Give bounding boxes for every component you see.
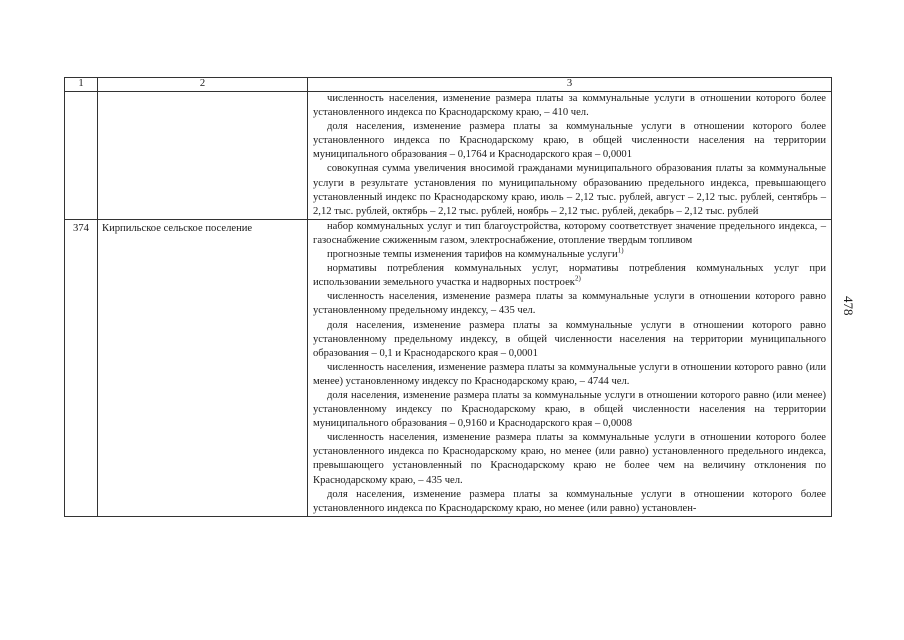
header-col-2: 2 <box>98 78 308 92</box>
paragraph: доля населения, изменение размера платы за коммунальные услуги в отношении которого равно установленному предельному индексу, в общей численности населения на территории муниципального образования – 0,1 и Краснодарского края – 0,0001 <box>313 319 826 359</box>
row-content <box>308 92 832 220</box>
paragraph-text: прогнозные темпы изменения тарифов на коммунальные услуги <box>327 249 618 261</box>
row-content <box>308 219 832 516</box>
header-col-1: 1 <box>65 78 98 92</box>
paragraph: численность населения, изменение размера платы за коммунальные услуги в отношении которого более установленного индекса по Краснодарскому краю, – 410 чел. <box>313 93 826 119</box>
table-row-continuation <box>65 92 832 220</box>
paragraph: доля населения, изменение размера платы за коммунальные услуги в отношении которого равно (или менее) установленному индексу по Краснодарскому краю, в общей численности населения на территории муниципального образования – 0,9160 и Краснодарского края – 0,0008 <box>313 389 826 430</box>
table-header-row <box>65 78 832 92</box>
paragraph: совокупная сумма увеличения вносимой гражданами муниципального образования платы за коммунальные услуги в результате установления по муниципальному образованию предельного индекса, превышающего установленный индекс по Краснодарскому краю, июль – 2,12 тыс. рублей, август – 2,12 тыс. рублей, сентябрь – 2,12 тыс. рублей, октябрь – 2,12 тыс. рублей, ноябрь – 2,12 тыс. рублей, декабрь – 2,12 тыс. рублей <box>313 163 826 217</box>
table-row-374 <box>65 219 832 516</box>
settlement-name: Кирпильское сельское поселение <box>98 219 308 516</box>
document-table <box>64 77 832 517</box>
paragraph: доля населения, изменение размера платы за коммунальные услуги в отношении которого более установленного индекса по Краснодарскому краю, в общей численности населения на территории муниципального образования – 0,1764 и Краснодарского края – 0,0001 <box>313 121 826 161</box>
paragraph: численность населения, изменение размера платы за коммунальные услуги в отношении которого более установленного индекса по Краснодарскому краю, но менее (или равно) установленного предельного индекса, превышающего установленный по Краснодарскому краю не более чем на величину отклонения по Краснодарскому краю, – 435 чел. <box>313 432 826 486</box>
paragraph: набор коммунальных услуг и тип благоустройства, которому соответствует значение предельного индекса, – газоснабжение сжиженным газом, электроснабжение, отопление твердым топливом <box>313 220 826 246</box>
paragraph-with-footnote <box>313 262 826 290</box>
page-number: 478 <box>841 296 856 316</box>
paragraph-with-footnote <box>313 248 826 262</box>
footnote-mark: 1) <box>617 246 624 255</box>
row-name-empty <box>98 92 308 220</box>
row-number: 374 <box>65 219 98 516</box>
footnote-mark: 2) <box>574 274 581 283</box>
header-col-3: 3 <box>308 78 832 92</box>
paragraph-text: нормативы потребления коммунальных услуг, нормативы потребления коммунальных услуг при использовании земельного участка и надворных построек <box>313 263 826 289</box>
paragraph: доля населения, изменение размера платы за коммунальные услуги в отношении которого более установленного индекса по Краснодарскому краю, но менее (или равно) установлен- <box>313 488 826 514</box>
paragraph: численность населения, изменение размера платы за коммунальные услуги в отношении которого равно (или менее) установленному индексу по Краснодарскому краю, – 4744 чел. <box>313 361 826 387</box>
row-number-empty <box>65 92 98 220</box>
paragraph: численность населения, изменение размера платы за коммунальные услуги в отношении которого равно установленному предельному индексу, – 435 чел. <box>313 291 826 317</box>
